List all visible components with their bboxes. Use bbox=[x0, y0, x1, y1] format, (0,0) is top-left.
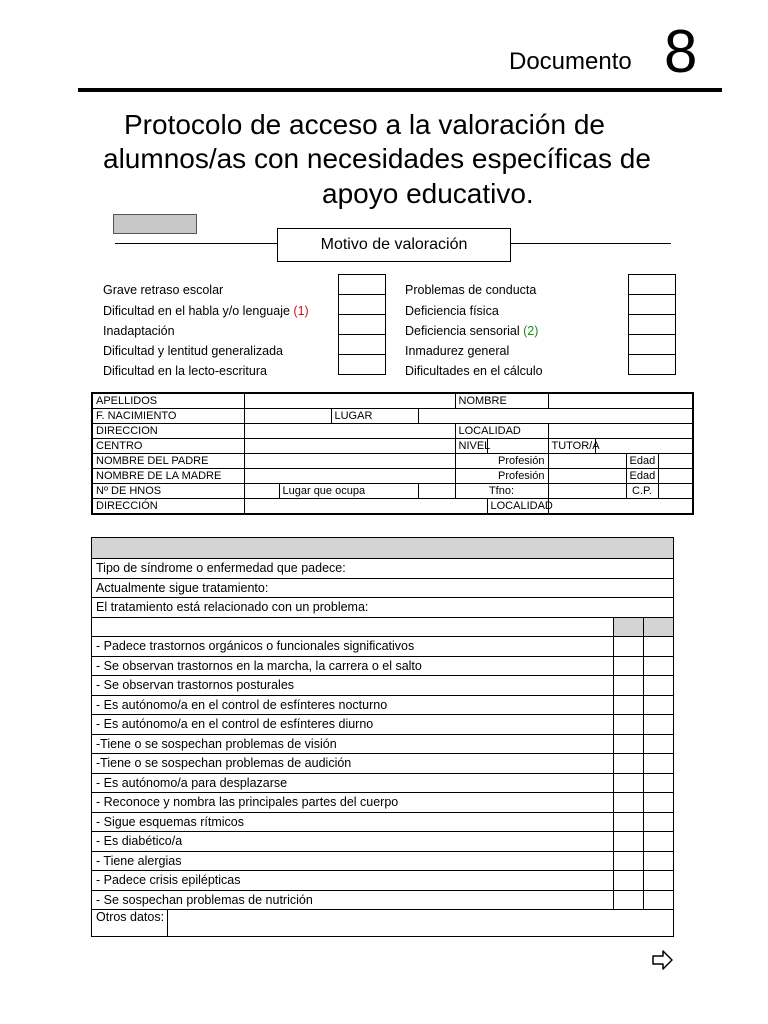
field-f-nacimiento[interactable] bbox=[244, 409, 331, 424]
checkbox[interactable] bbox=[629, 275, 675, 295]
label-direccion: DIRECCION bbox=[92, 424, 244, 439]
field-tfno[interactable] bbox=[548, 484, 626, 499]
checkbox[interactable] bbox=[614, 715, 644, 735]
checkbox[interactable] bbox=[644, 890, 674, 910]
field-nombre-madre[interactable] bbox=[244, 469, 455, 484]
label-edad-padre: Edad bbox=[626, 454, 658, 469]
field-nivel[interactable] bbox=[487, 439, 548, 454]
checkbox[interactable] bbox=[629, 355, 675, 374]
checkbox[interactable] bbox=[339, 335, 385, 355]
label-profesion-padre: Profesión bbox=[455, 454, 548, 469]
title-line-3: apoyo educativo. bbox=[322, 178, 534, 209]
label-direccion-2: DIRECCIÓN bbox=[92, 499, 244, 515]
field-cp[interactable] bbox=[658, 484, 693, 499]
motivo-right-4: Inmadurez general bbox=[405, 344, 510, 358]
motivo-right-checkboxes bbox=[628, 274, 676, 375]
checkbox[interactable] bbox=[629, 315, 675, 335]
motivo-right-5: Dificultades en el cálculo bbox=[405, 364, 543, 378]
checkbox[interactable] bbox=[339, 275, 385, 295]
checklist-item: -Tiene o se sospechan problemas de visión bbox=[92, 734, 614, 754]
checkbox[interactable] bbox=[614, 851, 644, 871]
checklist-item: - Es autónomo/a en el control de esfínteres diurno bbox=[92, 715, 614, 735]
checkbox[interactable] bbox=[644, 832, 674, 852]
label-cp: C.P. bbox=[626, 484, 658, 499]
checklist-item: - Es autónomo/a en el control de esfínteres nocturno bbox=[92, 695, 614, 715]
checkbox[interactable] bbox=[339, 315, 385, 335]
field-lugar[interactable] bbox=[418, 409, 693, 424]
field-n-hnos[interactable] bbox=[244, 484, 279, 499]
label-nivel: NIVEL bbox=[455, 439, 487, 454]
motivo-right-3: Deficiencia sensorial (2) bbox=[405, 324, 539, 338]
checkbox[interactable] bbox=[644, 812, 674, 832]
checklist-item: - Se sospechan problemas de nutrición bbox=[92, 890, 614, 910]
field-centro[interactable] bbox=[244, 439, 455, 454]
checklist-item: - Sigue esquemas rítmicos bbox=[92, 812, 614, 832]
checkbox[interactable] bbox=[614, 656, 644, 676]
field-lugar-ocupa[interactable] bbox=[418, 484, 455, 499]
row-sindrome[interactable]: Tipo de síndrome o enfermedad que padece: bbox=[92, 559, 674, 579]
personal-data-table bbox=[91, 392, 694, 515]
label-nombre-padre: NOMBRE DEL PADRE bbox=[92, 454, 244, 469]
checkbox[interactable] bbox=[614, 871, 644, 891]
field-edad-madre[interactable] bbox=[658, 469, 693, 484]
checkbox[interactable] bbox=[644, 754, 674, 774]
checkbox[interactable] bbox=[614, 793, 644, 813]
motivo-left-1: Grave retraso escolar bbox=[103, 283, 224, 297]
field-localidad[interactable] bbox=[548, 424, 693, 439]
field-localidad-2[interactable] bbox=[548, 499, 693, 515]
checklist-header-col-1 bbox=[614, 617, 644, 637]
checklist-item: -Tiene o se sospechan problemas de audición bbox=[92, 754, 614, 774]
motivo-left-3: Inadaptación bbox=[103, 324, 175, 338]
checkbox[interactable] bbox=[614, 734, 644, 754]
checklist-header-blank bbox=[92, 617, 614, 637]
motivo-left-4: Dificultad y lentitud generalizada bbox=[103, 344, 283, 358]
checkbox[interactable] bbox=[644, 695, 674, 715]
checklist-item: - Tiene alergias bbox=[92, 851, 614, 871]
checkbox[interactable] bbox=[644, 637, 674, 657]
row-tratamiento[interactable]: Actualmente sigue tratamiento: bbox=[92, 578, 674, 598]
checkbox[interactable] bbox=[644, 734, 674, 754]
checkbox[interactable] bbox=[614, 637, 644, 657]
motivo-right-1: Problemas de conducta bbox=[405, 283, 537, 297]
next-arrow-icon[interactable] bbox=[652, 950, 674, 975]
label-tfno: Tfno: bbox=[455, 484, 548, 499]
checkbox[interactable] bbox=[629, 335, 675, 355]
label-n-hnos: Nº DE HNOS bbox=[92, 484, 244, 499]
field-otros-datos[interactable] bbox=[168, 910, 674, 937]
checkbox[interactable] bbox=[339, 355, 385, 374]
label-tutor: TUTOR/A bbox=[548, 439, 595, 454]
motivo-left-checkboxes bbox=[338, 274, 386, 375]
label-otros-datos: Otros datos: bbox=[92, 910, 168, 937]
label-centro: CENTRO bbox=[92, 439, 244, 454]
field-profesion-madre[interactable] bbox=[548, 469, 626, 484]
checkbox[interactable] bbox=[629, 295, 675, 315]
title-line-2: alumnos/as con necesidades específicas de bbox=[103, 143, 651, 174]
checklist-item: - Se observan trastornos en la marcha, la carrera o el salto bbox=[92, 656, 614, 676]
checklist-item: - Es diabético/a bbox=[92, 832, 614, 852]
health-header-bar bbox=[92, 538, 674, 559]
checkbox[interactable] bbox=[614, 890, 644, 910]
label-apellidos: APELLIDOS bbox=[92, 393, 244, 409]
field-tutor[interactable] bbox=[595, 439, 693, 454]
checklist-item: - Es autónomo/a para desplazarse bbox=[92, 773, 614, 793]
label-nombre: NOMBRE bbox=[455, 393, 548, 409]
label-nombre-madre: NOMBRE DE LA MADRE bbox=[92, 469, 244, 484]
checkbox[interactable] bbox=[614, 676, 644, 696]
label-lugar: LUGAR bbox=[331, 409, 418, 424]
checkbox[interactable] bbox=[644, 715, 674, 735]
checklist-item: - Se observan trastornos posturales bbox=[92, 676, 614, 696]
checkbox[interactable] bbox=[614, 812, 644, 832]
label-localidad-2: LOCALIDAD bbox=[487, 499, 548, 515]
checkbox[interactable] bbox=[614, 754, 644, 774]
field-profesion-padre[interactable] bbox=[548, 454, 626, 469]
title-line-1: Protocolo de acceso a la valoración de bbox=[124, 109, 605, 140]
checklist-item: - Padece trastornos orgánicos o funcionales significativos bbox=[92, 637, 614, 657]
label-profesion-madre: Profesión bbox=[455, 469, 548, 484]
checkbox[interactable] bbox=[644, 871, 674, 891]
motivo-left-2: Dificultad en el habla y/o lenguaje (1) bbox=[103, 304, 309, 318]
field-apellidos[interactable] bbox=[244, 393, 455, 409]
label-localidad: LOCALIDAD bbox=[455, 424, 548, 439]
checklist-item: - Reconoce y nombra las principales partes del cuerpo bbox=[92, 793, 614, 813]
health-table bbox=[91, 537, 674, 937]
motivo-left-5: Dificultad en la lecto-escritura bbox=[103, 364, 267, 378]
field-nombre-padre[interactable] bbox=[244, 454, 455, 469]
motivo-right-2: Deficiencia física bbox=[405, 304, 499, 318]
checklist-header-col-2 bbox=[644, 617, 674, 637]
note-1: (1) bbox=[293, 304, 309, 318]
checkbox[interactable] bbox=[644, 851, 674, 871]
checkbox[interactable] bbox=[339, 295, 385, 315]
checkbox[interactable] bbox=[644, 773, 674, 793]
document-label: Documento bbox=[509, 48, 632, 75]
label-lugar-ocupa: Lugar que ocupa bbox=[279, 484, 418, 499]
label-edad-madre: Edad bbox=[626, 469, 658, 484]
checkbox[interactable] bbox=[614, 832, 644, 852]
header-rule bbox=[78, 88, 722, 92]
field-direccion[interactable] bbox=[244, 424, 455, 439]
checkbox[interactable] bbox=[644, 793, 674, 813]
checkbox[interactable] bbox=[644, 656, 674, 676]
document-number: 8 bbox=[664, 18, 698, 85]
motivo-heading: Motivo de valoración bbox=[277, 228, 511, 262]
checkbox[interactable] bbox=[644, 676, 674, 696]
checklist-item: - Padece crisis epilépticas bbox=[92, 871, 614, 891]
checkbox[interactable] bbox=[614, 695, 644, 715]
field-edad-padre[interactable] bbox=[658, 454, 693, 469]
field-nombre[interactable] bbox=[548, 393, 693, 409]
row-relacionado[interactable]: El tratamiento está relacionado con un problema: bbox=[92, 598, 674, 618]
label-f-nacimiento: F. NACIMIENTO bbox=[92, 409, 244, 424]
note-2: (2) bbox=[523, 324, 539, 338]
field-direccion-2[interactable] bbox=[244, 499, 487, 515]
gray-tab bbox=[113, 214, 197, 234]
checkbox[interactable] bbox=[614, 773, 644, 793]
